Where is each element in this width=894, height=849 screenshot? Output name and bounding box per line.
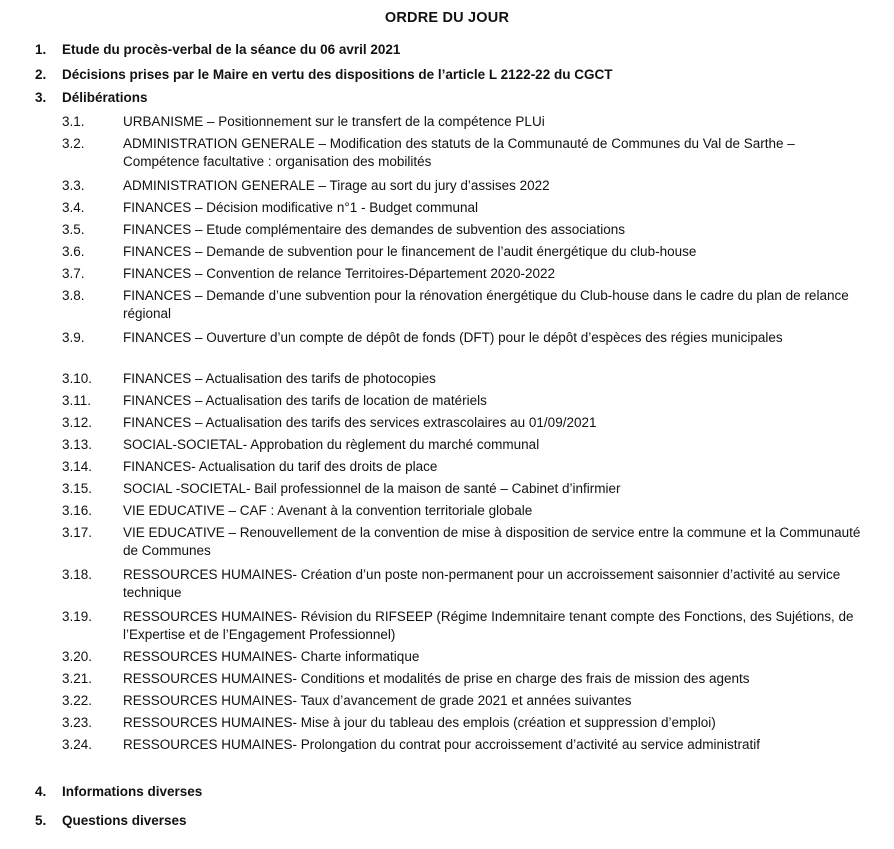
deliberation-number: 3.12. — [62, 415, 93, 430]
deliberation-number: 3.5. — [62, 222, 85, 237]
item-text: Délibérations — [62, 90, 148, 105]
item-number: 2. — [35, 67, 47, 82]
deliberation-item — [62, 714, 862, 732]
deliberation-text: ADMINISTRATION GENERALE – Modification des statuts de la Communauté de Communes du Val de Sarthe – Compétence facultative : organisation des mobilités — [123, 136, 795, 169]
deliberation-text: FINANCES – Convention de relance Territoires-Département 2020-2022 — [123, 266, 555, 281]
agenda-item — [35, 784, 865, 799]
deliberation-text: VIE EDUCATIVE – CAF : Avenant à la convention territoriale globale — [123, 503, 533, 518]
deliberation-text: RESSOURCES HUMAINES- Révision du RIFSEEP (Régime Indemnitaire tenant compte des Fonctions, des Sujétions, de l’Expertise et de l’Engagement Professionnel) — [123, 609, 854, 642]
deliberation-text: RESSOURCES HUMAINES- Mise à jour du tableau des emplois (création et suppression d’emploi) — [123, 715, 716, 730]
deliberation-number: 3.2. — [62, 136, 85, 151]
deliberation-number: 3.9. — [62, 330, 85, 345]
deliberation-item — [62, 566, 862, 602]
deliberation-number: 3.15. — [62, 481, 93, 496]
deliberation-item — [62, 135, 862, 171]
deliberation-number: 3.8. — [62, 288, 85, 303]
deliberation-item — [62, 692, 862, 710]
deliberation-number: 3.21. — [62, 671, 93, 686]
deliberation-item — [62, 199, 862, 217]
agenda-item — [35, 813, 865, 828]
deliberation-text: FINANCES – Décision modificative n°1 - Budget communal — [123, 200, 479, 215]
item-text: Questions diverses — [62, 813, 187, 828]
item-text: Décisions prises par le Maire en vertu des dispositions de l’article L 2122-22 du CGCT — [62, 67, 613, 82]
deliberation-item — [62, 458, 862, 476]
page-title: ORDRE DU JOUR — [384, 10, 510, 26]
deliberation-text: FINANCES- Actualisation du tarif des droits de place — [123, 459, 438, 474]
deliberation-text: FINANCES – Ouverture d’un compte de dépôt de fonds (DFT) pour le dépôt d’espèces des régies municipales — [123, 330, 783, 345]
deliberation-text: RESSOURCES HUMAINES- Création d’un poste non-permanent pour un accroissement saisonnier d’activité au service technique — [123, 567, 841, 600]
deliberation-item — [62, 736, 862, 754]
deliberation-number: 3.3. — [62, 178, 85, 193]
deliberation-number: 3.20. — [62, 649, 93, 664]
deliberation-item — [62, 648, 862, 666]
deliberation-item — [62, 436, 862, 454]
deliberation-item — [62, 221, 862, 239]
deliberation-text: FINANCES – Actualisation des tarifs des services extrascolaires au 01/09/2021 — [123, 415, 597, 430]
item-number: 4. — [35, 784, 47, 799]
deliberation-text: FINANCES – Actualisation des tarifs de photocopies — [123, 371, 436, 386]
deliberation-number: 3.11. — [62, 393, 92, 408]
deliberation-item — [62, 370, 862, 388]
deliberation-number: 3.10. — [62, 371, 93, 386]
deliberation-number: 3.22. — [62, 693, 93, 708]
deliberation-text: FINANCES – Etude complémentaire des demandes de subvention des associations — [123, 222, 626, 237]
deliberation-number: 3.7. — [62, 266, 85, 281]
deliberation-number: 3.14. — [62, 459, 93, 474]
deliberation-text: ADMINISTRATION GENERALE – Tirage au sort du jury d’assises 2022 — [123, 178, 550, 193]
deliberation-number: 3.18. — [62, 567, 93, 582]
deliberation-item — [62, 243, 862, 261]
deliberation-item — [62, 329, 862, 347]
deliberation-item — [62, 502, 862, 520]
deliberation-text: RESSOURCES HUMAINES- Taux d’avancement de grade 2021 et années suivantes — [123, 693, 632, 708]
deliberation-number: 3.24. — [62, 737, 93, 752]
deliberation-text: RESSOURCES HUMAINES- Prolongation du contrat pour accroissement d’activité au service administratif — [123, 737, 760, 752]
deliberation-text: SOCIAL-SOCIETAL- Approbation du règlement du marché communal — [123, 437, 540, 452]
agenda-item — [35, 67, 865, 82]
deliberation-number: 3.6. — [62, 244, 85, 259]
deliberation-number: 3.4. — [62, 200, 85, 215]
item-number: 5. — [35, 813, 47, 828]
deliberation-item — [62, 670, 862, 688]
deliberation-text: SOCIAL -SOCIETAL- Bail professionnel de la maison de santé – Cabinet d’infirmier — [123, 481, 621, 496]
deliberation-number: 3.23. — [62, 715, 93, 730]
deliberation-item — [62, 265, 862, 283]
item-text: Etude du procès-verbal de la séance du 06 avril 2021 — [62, 42, 401, 57]
deliberation-text: FINANCES – Actualisation des tarifs de location de matériels — [123, 393, 487, 408]
deliberation-text: RESSOURCES HUMAINES- Charte informatique — [123, 649, 420, 664]
deliberation-number: 3.16. — [62, 503, 93, 518]
deliberation-item — [62, 480, 862, 498]
deliberation-item — [62, 392, 862, 410]
deliberation-text: FINANCES – Demande d’une subvention pour la rénovation énergétique du Club-house dans le cadre du plan de relance régional — [123, 288, 849, 321]
deliberation-number: 3.1. — [62, 114, 85, 129]
deliberation-text: RESSOURCES HUMAINES- Conditions et modalités de prise en charge des frais de mission des agents — [123, 671, 750, 686]
deliberation-number: 3.19. — [62, 609, 93, 624]
deliberation-item — [62, 414, 862, 432]
deliberation-item — [62, 524, 862, 560]
item-text: Informations diverses — [62, 784, 203, 799]
agenda-item — [35, 42, 865, 57]
deliberation-text: VIE EDUCATIVE – Renouvellement de la convention de mise à disposition de service entre la commune et la Communauté de Communes — [123, 525, 861, 558]
deliberation-item — [62, 113, 862, 131]
deliberation-item — [62, 177, 862, 195]
deliberation-number: 3.13. — [62, 437, 93, 452]
deliberation-text: FINANCES – Demande de subvention pour le financement de l’audit énergétique du club-house — [123, 244, 697, 259]
item-number: 1. — [35, 42, 47, 57]
deliberation-item — [62, 608, 862, 644]
agenda-item — [35, 90, 865, 105]
deliberation-text: URBANISME – Positionnement sur le transfert de la compétence PLUi — [123, 114, 545, 129]
item-number: 3. — [35, 90, 47, 105]
deliberation-item — [62, 287, 862, 323]
deliberation-number: 3.17. — [62, 525, 93, 540]
